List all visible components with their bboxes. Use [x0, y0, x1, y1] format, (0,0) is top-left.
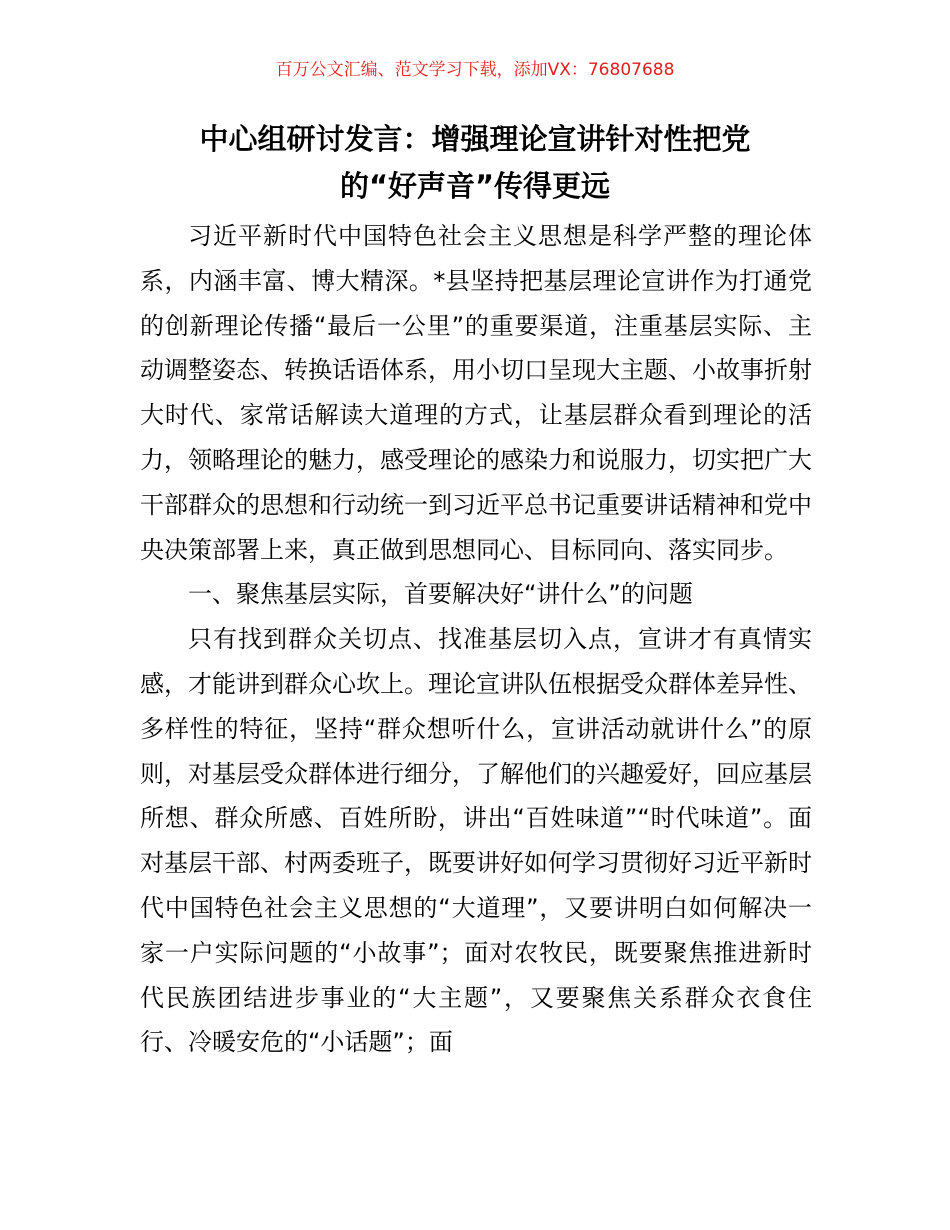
document-title	[120, 116, 830, 210]
body-paragraph-intro: 习近平新时代中国特色社会主义思想是科学严整的理论体系，内涵丰富、博大精深。*县坚持把基层理论宣讲作为打通党的创新理论传播“最后一公里”的重要渠道，注重基层实际、主动调整姿态、转换话语体系，用小切口呈现大主题、小故事折射大时代、家常话解读大道理的方式，让基层群众看到理论的活力，领略理论的魅力，感受理论的感染力和说服力，切实把广大干部群众的思想和行动统一到习近平总书记重要讲话精神和党中央决策部署上来，真正做到思想同心、目标同向、落实同步。	[140, 222, 812, 564]
header-banner: 百万公文汇编、范文学习下载，添加VX：76807688	[275, 60, 675, 80]
body-paragraph-section-1: 只有找到群众关切点、找准基层切入点，宣讲才有真情实感，才能讲到群众心坎上。理论宣讲队伍根据受众群体差异性、多样性的特征，坚持“群众想听什么，宣讲活动就讲什么”的原则，对基层受众群体进行细分，了解他们的兴趣爱好，回应基层所想、群众所感、百姓所盼，讲出“百姓味道”“时代味道”。面对基层干部、村两委班子，既要讲好如何学习贯彻好习近平新时代中国特色社会主义思想的“大道理”，又要讲明白如何解决一家一户实际问题的“小故事”；面对农牧民，既要聚焦推进新时代民族团结进步事业的“大主题”，又要聚焦关系群众衣食住行、冷暖安危的“小话题”；面	[140, 625, 812, 1057]
title-line-2: 的“好声音”传得更远	[339, 169, 611, 203]
section-heading-1: 一、聚焦基层实际，首要解决好“讲什么”的问题	[188, 580, 693, 609]
title-line-1: 中心组研讨发言：增强理论宣讲针对性把党	[199, 122, 751, 156]
document-body	[140, 214, 812, 1065]
